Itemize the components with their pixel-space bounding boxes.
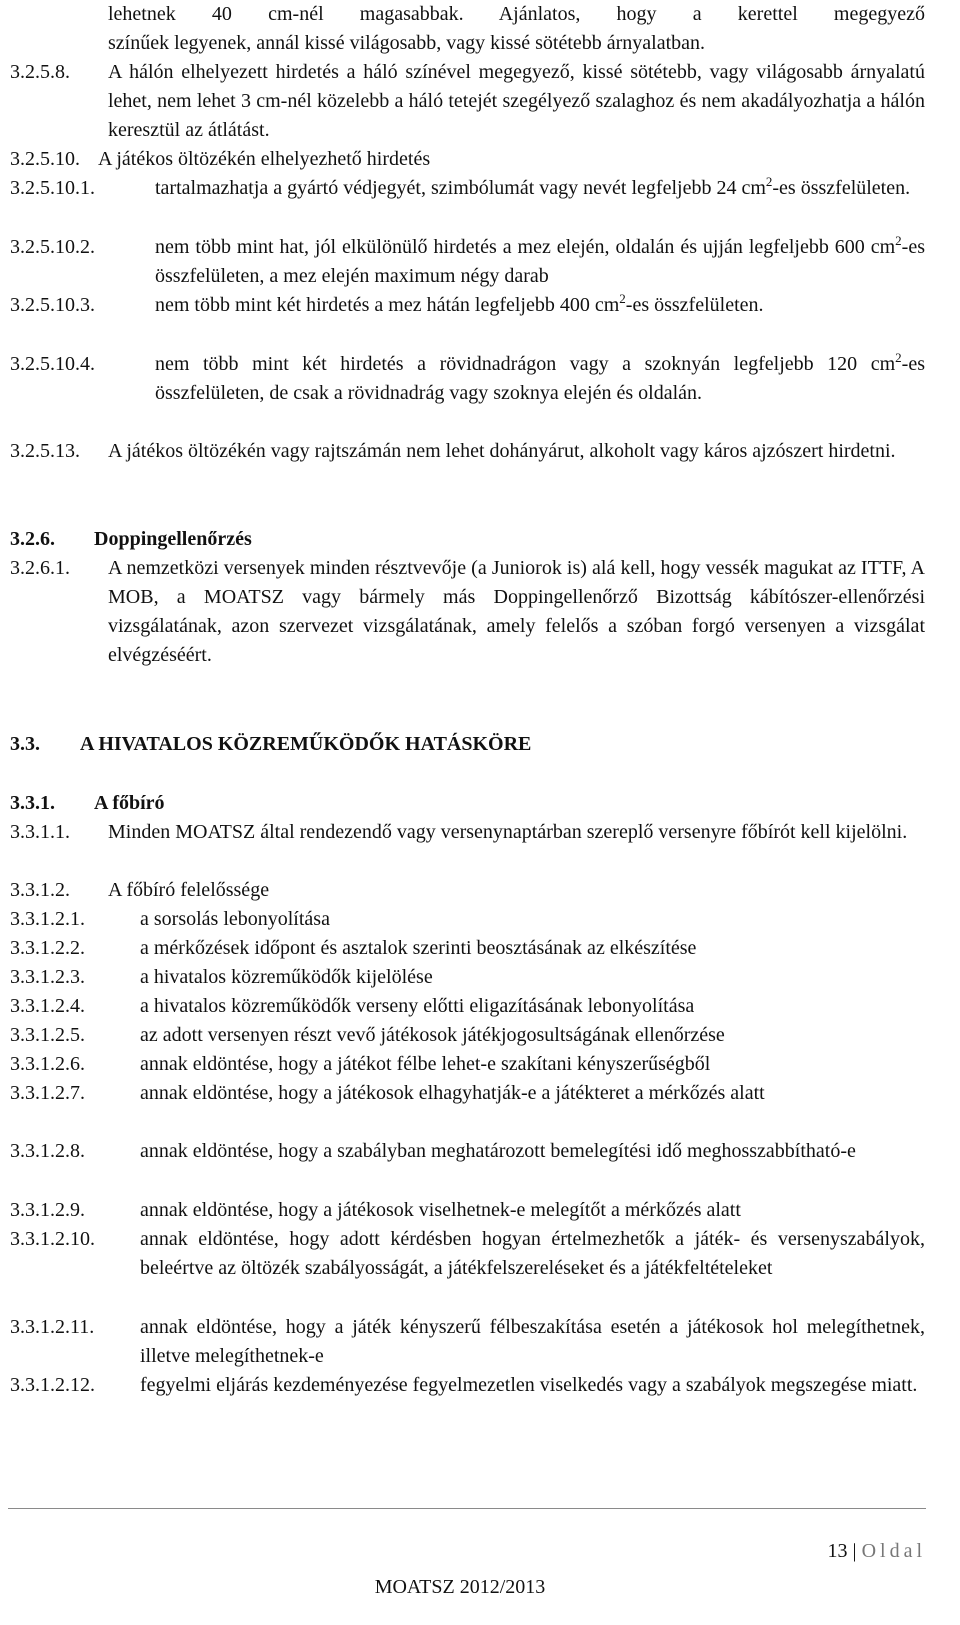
superscript: 2 [895,233,902,248]
list-item-text: fegyelmi eljárás kezdeményezése fegyelmezetlen viselkedés vagy a szabályok megszegése miatt. [140,1374,918,1396]
text-part-a: nem több mint két hirdetés a mez hátán legfeljebb 400 cm [155,294,620,316]
list-item-3-3-1-2-9 [10,1196,925,1225]
list-item-3-3-1-2-1 [10,905,925,934]
list-item-3-3-1-2-3 [10,963,925,992]
continuation-line-1: lehetnek 40 cm-nél magasabbak. Ajánlatos, hogy a kerettel megegyező [108,3,925,25]
section-number: 3.3.1.1. [10,821,70,843]
paragraph-3-2-5-10-4 [10,350,925,408]
section-number: 3.3.1.2.11. [10,1316,95,1338]
list-item-3-3-1-2-10 [10,1225,925,1283]
paragraph-3-2-5-13 [10,437,925,466]
list-item-text: annak eldöntése, hogy adott kérdésben hogyan értelmezhetők a játék- és versenyszabályok, beleértve az öltözék szabályosságát, a játékfelszereléseket és a játékfeltételeket [140,1228,925,1279]
page-word: Oldal [861,1540,926,1562]
superscript: 2 [619,291,626,306]
section-number: 3.3.1.2.9. [10,1199,85,1221]
text-part-b: -es összfelületen, de csak a rövidnadrág vagy szoknya elején és oldalán. [155,353,925,404]
paragraph-text: A játékos öltözékén vagy rajtszámán nem lehet dohányárut, alkoholt vagy káros ajzószert hirdetni. [108,440,896,462]
list-item-text: a hivatalos közreműködők verseny előtti eligazításának lebonyolítása [140,995,695,1017]
footer-document-title: MOATSZ 2012/2013 [374,1576,546,1598]
heading-text: A főbíró [94,792,165,814]
section-number: 3.3.1.2.4. [10,995,85,1017]
section-number: 3.2.5.10.1. [10,177,95,199]
paragraph-text: A játékos öltözékén elhelyezhető hirdetés [98,148,431,170]
heading-text: A HIVATALOS KÖZREMŰKÖDŐK HATÁSKÖRE [80,733,532,755]
paragraph-3-2-5-10 [10,145,925,174]
paragraph-text [10,350,925,408]
list-item-3-3-1-2-12 [10,1371,925,1400]
paragraph-text: A hálón elhelyezett hirdetés a háló színével megegyező, kissé sötétebb, vagy világosabb árnyalatú lehet, nem lehet 3 cm-nél közelebb a háló tetejét szegélyező szalaghoz és nem akadályozhatja a hálón keresztül az átlátást. [108,61,925,141]
heading-3-2-6 [10,525,925,554]
text-part-b: -es összfelületen, a mez elején maximum négy darab [155,236,925,287]
section-number: 3.2.6.1. [10,557,70,579]
section-number: 3.3.1. [10,792,55,814]
section-number: 3.3.1.2.6. [10,1053,85,1075]
heading-text: Doppingellenőrzés [94,528,252,550]
section-number: 3.2.6. [10,528,55,550]
section-number: 3.2.5.10.4. [10,353,95,375]
text-part-a: nem több mint két hirdetés a rövidnadrágon vagy a szoknyán legfeljebb 120 cm [155,353,896,375]
text-part-b: -es összfelületen. [625,294,764,316]
section-number: 3.2.5.10.3. [10,294,95,316]
list-item-text: annak eldöntése, hogy a szabályban meghatározott bemelegítési idő meghosszabbítható-e [140,1140,856,1162]
section-number: 3.3.1.2.7. [10,1082,85,1104]
list-item-3-3-1-2-5 [10,1021,925,1050]
list-item-3-3-1-2-2 [10,934,925,963]
superscript: 2 [895,350,902,365]
list-item-3-3-1-2-11 [10,1313,925,1371]
list-item-3-3-1-2-7 [10,1079,925,1108]
page-number-label [828,1537,926,1566]
paragraph-3-3-1-2 [10,876,925,905]
section-number: 3.2.5.8. [10,61,70,83]
section-number: 3.3.1.2.1. [10,908,85,930]
superscript: 2 [765,174,773,189]
page-separator: | [852,1540,857,1562]
paragraph-3-2-5-8 [10,58,925,145]
section-number: 3.3.1.2.12. [10,1374,95,1396]
paragraph-text: A főbíró felelőssége [108,879,270,901]
list-item-text: a hivatalos közreműködők kijelölése [140,966,433,988]
list-item-text: annak eldöntése, hogy a játékosok viselhetnek-e melegítőt a mérkőzés alatt [140,1199,741,1221]
paragraph-3-3-1-1 [10,818,925,847]
list-item-text: a mérkőzések időpont és asztalok szerinti beosztásának az elkészítése [140,937,697,959]
section-number: 3.2.5.10.2. [10,236,95,258]
list-item-text: annak eldöntése, hogy a játék kényszerű félbeszakítása esetén a játékosok hol melegíthetnek, illetve melegíthetnek-e [140,1316,925,1367]
paragraph-text [10,291,925,320]
continuation-paragraph [10,0,925,58]
paragraph-text: Minden MOATSZ által rendezendő vagy versenynaptárban szereplő versenyre főbírót kell kijelölni. [108,821,908,843]
list-item-text: a sorsolás lebonyolítása [140,908,330,930]
list-item-3-3-1-2-6 [10,1050,925,1079]
list-item-text: az adott versenyen részt vevő játékosok játékjogosultságának ellenőrzése [140,1024,725,1046]
paragraph-text [10,233,925,291]
paragraph-3-2-5-10-3 [10,291,925,320]
section-number: 3.3.1.2. [10,879,70,901]
section-number: 3.3.1.2.2. [10,937,85,959]
heading-3-3-1 [10,789,925,818]
heading-3-3 [10,730,925,759]
section-number: 3.2.5.13. [10,440,80,462]
paragraph-3-2-6-1 [10,554,925,670]
text-part-a: tartalmazhatja a gyártó védjegyét, szimbólumát vagy nevét legfeljebb 24 cm [155,177,766,199]
paragraph-text [10,174,925,203]
continuation-line-2: színűek legyenek, annál kissé világosabb, vagy kissé sötétebb árnyalatban. [108,32,706,54]
section-number: 3.3.1.2.5. [10,1024,85,1046]
paragraph-3-2-5-10-1 [10,174,925,203]
paragraph-text: A nemzetközi versenyek minden résztvevője (a Juniorok is) alá kell, hogy vessék magukat az ITTF, A MOB, a MOATSZ vagy bármely más Doppingellenőrző Bizottság kábítószer-ellenőrzési vizsgálatának, azon szervezet vizsgálatának, amely felelős a szóban forgó versenyen a vizsgálat elvégzéséért. [108,557,925,666]
list-item-text: annak eldöntése, hogy a játékosok elhagyhatják-e a játékteret a mérkőzés alatt [140,1082,765,1104]
text-part-b: -es összfelületen. [772,177,911,199]
list-item-3-3-1-2-8 [10,1137,925,1166]
section-number: 3.3.1.2.8. [10,1140,85,1162]
section-number: 3.3.1.2.10. [10,1228,95,1250]
section-number: 3.3. [10,733,40,755]
section-number: 3.3.1.2.3. [10,966,85,988]
footer-divider [8,1508,926,1509]
list-item-3-3-1-2-4 [10,992,925,1021]
text-part-a: nem több mint hat, jól elkülönülő hirdetés a mez elején, oldalán és ujján legfeljebb 600 cm [155,236,896,258]
paragraph-3-2-5-10-2 [10,233,925,291]
page-number: 13 [827,1540,848,1562]
section-number: 3.2.5.10. [10,148,80,170]
list-item-text: annak eldöntése, hogy a játékot félbe lehet-e szakítani kényszerűségből [140,1053,711,1075]
